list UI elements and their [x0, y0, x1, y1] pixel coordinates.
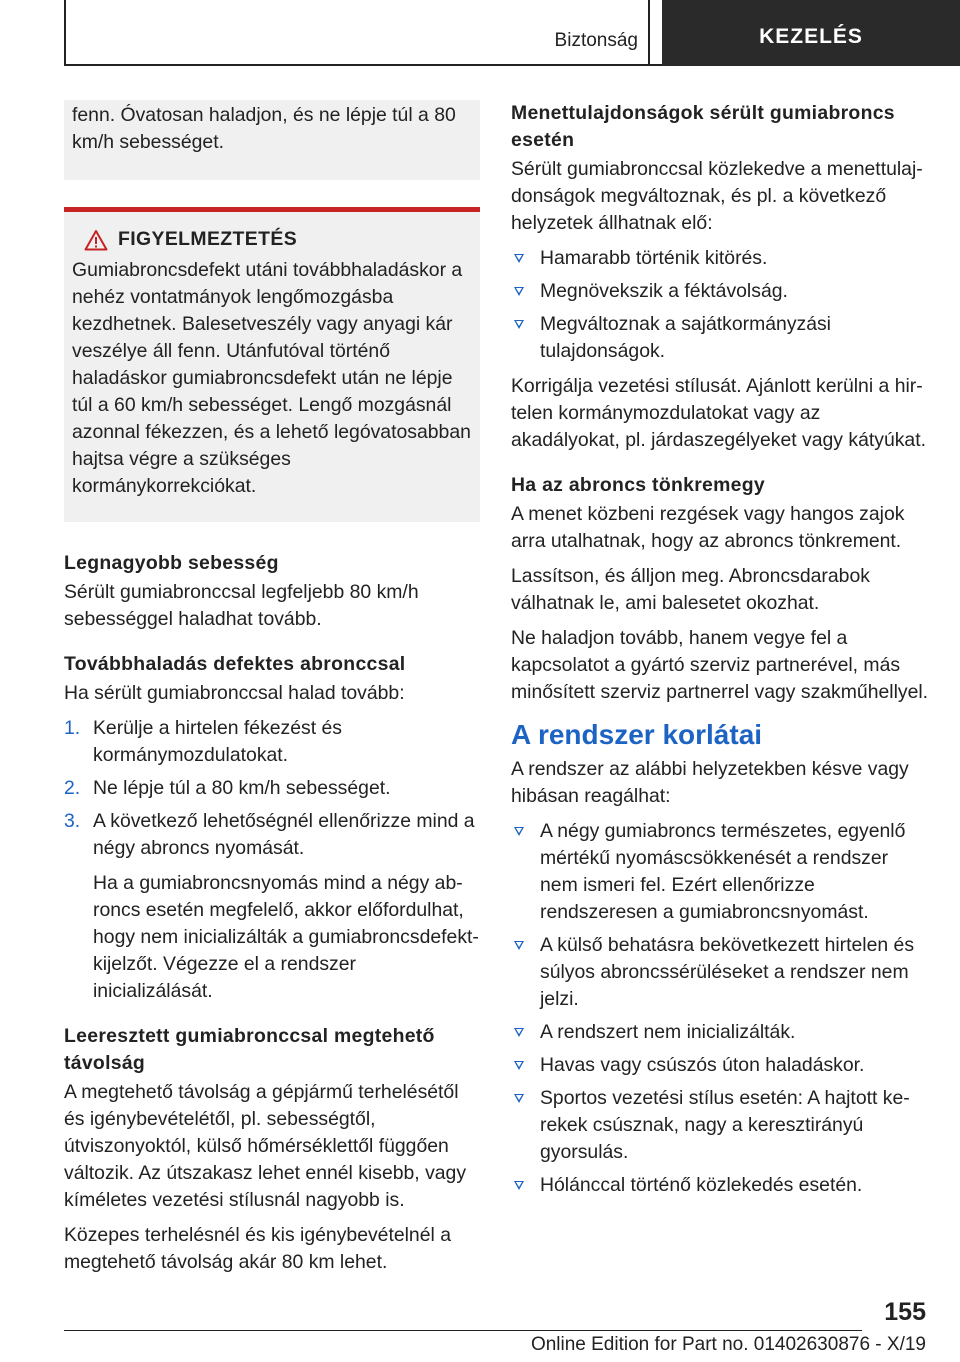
left-column — [64, 100, 480, 1284]
triangle-bullet-icon — [514, 254, 524, 263]
warning-header — [72, 226, 472, 253]
right-column — [511, 100, 929, 1207]
continue-heading: Továbbhaladás defektes abronccsal — [64, 653, 406, 675]
list-item-text: A rendszert nem inicializálták. — [540, 1021, 796, 1043]
header-right-rule — [648, 0, 650, 66]
warning-text: Gumiabroncsdefekt utáni továbbhaladáskor a nehéz vontatmányok lengőmozgásba kezdhetnek. Balesetveszély vagy anyagi kár veszélye áll fenn. Utánfutóval történő haladáskor gumiabroncsdefekt után ne lépje túl a 60 km/h sebességet. Lengő mozgásnál azonnal fékezzen, és a lehető legóvatosabban hajtsa végre a szükséges kormánykorrekciókat. — [72, 259, 471, 497]
header-chapter-tab: KEZELÉS — [662, 0, 960, 66]
list-item — [511, 1172, 929, 1199]
page-number: 155 — [884, 1298, 926, 1326]
max-speed-heading: Legnagyobb sebesség — [64, 552, 279, 574]
handling-intro: Sérült gumiabronccsal közlekedve a menettulajdonságok megváltoznak, és pl. a következő helyzetek állhatnak elő: — [511, 158, 923, 234]
limits-heading: A rendszer korlátai — [511, 719, 763, 750]
destroyed-text-1: A menet közbeni rezgések vagy hangos zajok arra utalhatnak, hogy az abroncs tönkrement. — [511, 503, 905, 552]
continue-steps-list — [64, 715, 480, 862]
step-number: 3. — [64, 810, 81, 832]
footer-edition-text: Online Edition for Part no. 01402630876 - X/19 — [530, 1334, 926, 1355]
step-number: 2. — [64, 777, 81, 799]
step-number: 1. — [64, 717, 81, 739]
list-item-text: A külső behatásra bekövetkezett hirtelen és súlyos abroncssérüléseket a rendszer nem jelzi. — [540, 934, 915, 1010]
continue-intro: Ha sérült gumiabronccsal halad tovább: — [64, 682, 405, 704]
step-text: A következő lehetőségnél ellenőrizze mind a négy abroncs nyomását. — [93, 810, 475, 859]
list-item — [64, 808, 480, 862]
list-item — [64, 715, 480, 769]
triangle-bullet-icon — [514, 287, 524, 296]
list-item-text: Hamarabb történik kitörés. — [540, 247, 768, 269]
continued-note-text: fenn. Óvatosan haladjon, és ne lépje túl a 80 km/h sebességet. — [72, 104, 456, 153]
distance-heading: Leeresztett gumiabronccsal megtehető távolság — [64, 1025, 435, 1074]
list-item — [511, 311, 929, 365]
list-item — [64, 775, 480, 802]
list-item-text: Megváltoznak a sajátkormányzási tulajdonságok. — [540, 313, 831, 362]
triangle-bullet-icon — [514, 1061, 524, 1070]
list-item — [511, 1052, 929, 1079]
triangle-bullet-icon — [514, 320, 524, 329]
destroyed-text-3: Ne haladjon tovább, hanem vegye fel a kapcsolatot a gyártó szerviz partnerével, más minősített szerviz partnerrel vagy szakműhellyel. — [511, 627, 929, 703]
list-item — [511, 1019, 929, 1046]
header-left-rule — [64, 0, 66, 66]
list-item — [511, 1085, 929, 1166]
triangle-bullet-icon — [514, 827, 524, 836]
list-item — [511, 245, 929, 272]
step-note-text: Ha a gumiabroncsnyomás mind a négy abroncs esetén megfelelő, akkor előfordulhat, hogy nem inicializálták a gumiabroncsdefektkijelzőt. Végezze el a rendszer inicializálását. — [93, 872, 479, 1002]
triangle-bullet-icon — [514, 1028, 524, 1037]
continued-note-box — [64, 100, 480, 180]
triangle-bullet-icon — [514, 941, 524, 950]
handling-list — [511, 245, 929, 365]
warning-triangle-icon — [84, 229, 108, 251]
list-item-text: Megnövekszik a féktávolság. — [540, 280, 788, 302]
distance-text-1: A megtehető távolság a gépjármű terhelésétől és igénybevételétől, pl. sebességtől, útviszonyoktól, külső hőmérséklettől függően változik. Az útszakasz lehet ennél kisebb, vagy kíméletes vezetési stílusnál nagyobb is. — [64, 1081, 467, 1211]
distance-text-2: Közepes terhelésnél és kis igénybevételnél a megtehető távolság akár 80 km lehet. — [64, 1224, 451, 1273]
list-item-text: A négy gumiabroncs természetes, egyenlő mértékű nyomáscsökkenését a rendszer nem ismeri fel. Ezért ellenőrizze rendszeresen a gumiabroncsnyomást. — [540, 820, 906, 923]
handling-outro: Korrigálja vezetési stílusát. Ajánlott kerülni a hirtelen kormánymozdulatokat vagy az akadályokat, pl. járdaszegélyeket vagy kátyúkat. — [511, 375, 926, 451]
list-item — [511, 818, 929, 926]
limits-intro: A rendszer az alábbi helyzetekben késve vagy hibásan reagálhat: — [511, 758, 909, 807]
step-text: Kerülje a hirtelen fékezést és kormánymozdulatokat. — [93, 717, 342, 766]
list-item-text: Havas vagy csúszós úton haladáskor. — [540, 1054, 865, 1076]
list-item — [511, 932, 929, 1013]
warning-box — [64, 207, 480, 522]
handling-heading: Menettulajdonságok sérült gumiabroncs esetén — [511, 102, 895, 151]
triangle-bullet-icon — [514, 1094, 524, 1103]
header-section-title: Biztonság — [554, 30, 638, 51]
list-item — [511, 278, 929, 305]
triangle-bullet-icon — [514, 1181, 524, 1190]
destroyed-heading: Ha az abroncs tönkremegy — [511, 474, 765, 496]
step-text: Ne lépje túl a 80 km/h sebességet. — [93, 777, 391, 799]
max-speed-text: Sérült gumiabronccsal legfeljebb 80 km/h sebességgel haladhat tovább. — [64, 581, 419, 630]
destroyed-text-2: Lassítson, és álljon meg. Abroncsdarabok válhatnak le, ami balesetet okozhat. — [511, 565, 870, 614]
list-item-text: Sportos vezetési stílus esetén: A hajtott kerekek csúsznak, nagy a keresztirányú gyorsulás. — [540, 1087, 910, 1163]
warning-title: FIGYELMEZTETÉS — [118, 228, 298, 250]
limits-list — [511, 818, 929, 1199]
footer-rule — [64, 1330, 862, 1331]
list-item-text: Hólánccal történő közlekedés esetén. — [540, 1174, 863, 1196]
